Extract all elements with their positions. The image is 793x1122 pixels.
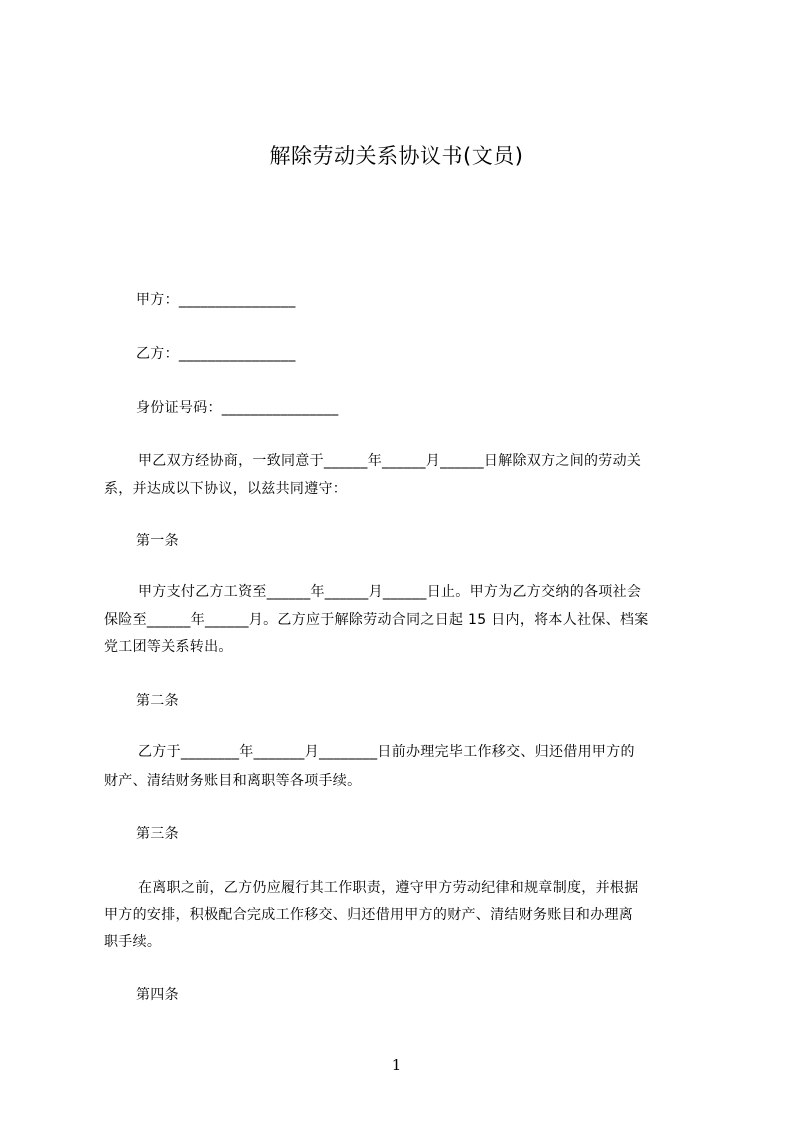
party-a-field: 甲方：________________	[136, 292, 296, 308]
intro-line-2: 系，并达成以下协议，以兹共同遵守：	[104, 481, 348, 497]
article-3-heading: 第三条	[136, 826, 179, 842]
id-number-field: 身份证号码：________________	[136, 400, 339, 416]
article-1-line-3: 党工团等关系转出。	[104, 639, 233, 655]
page-number: 1	[391, 1056, 402, 1074]
article-1-line-2: 保险至______年______月。乙方应于解除劳动合同之日起 15 日内，将本人社保、档案	[104, 612, 649, 628]
document-title: 解除劳动关系协议书(文员)	[269, 144, 524, 168]
article-4-heading: 第四条	[136, 987, 179, 1003]
intro-line-1: 甲乙双方经协商，一致同意于______年______月______日解除双方之间的劳动关	[138, 453, 642, 469]
article-2-heading: 第二条	[136, 693, 179, 709]
article-3-line-2: 甲方的安排，积极配合完成工作移交、归还借用甲方的财产、清结财务账目和办理离	[104, 907, 634, 923]
article-1-heading: 第一条	[136, 533, 179, 549]
article-3-line-1: 在离职之前，乙方仍应履行其工作职责，遵守甲方劳动纪律和规章制度，并根据	[138, 880, 639, 896]
article-3-line-3: 职手续。	[104, 934, 162, 950]
article-1-line-1: 甲方支付乙方工资至______年______月______日止。甲方为乙方交纳的各项社会	[138, 584, 642, 600]
article-2-line-2: 财产、清结财务账目和离职等各项手续。	[104, 773, 362, 789]
article-2-line-1: 乙方于________年_______月________日前办理完毕工作移交、归还借用甲方的	[138, 744, 635, 760]
party-b-field: 乙方：________________	[136, 346, 296, 362]
